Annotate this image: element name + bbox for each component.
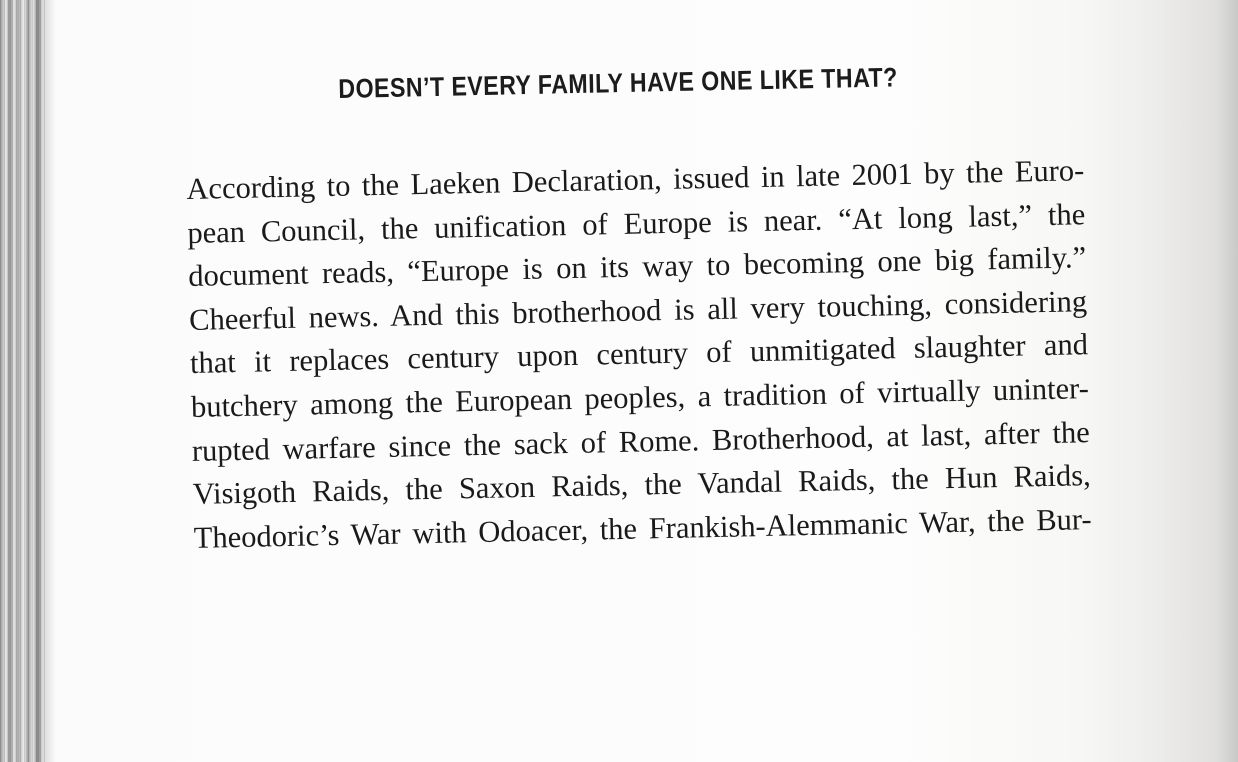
- text-line: that it replaces century upon century of unmitigated slaughter and: [189, 327, 1089, 381]
- text-line: Theodoric’s War with Odoacer, the Frankish-Alemmanic War, the Bur-: [193, 501, 1092, 555]
- text-line: pean Council, the unification of Europe is near. “At long last,” the: [186, 196, 1086, 250]
- text-line: butchery among the European peoples, a tradition of virtually uninter-: [190, 371, 1090, 424]
- body-paragraph: [186, 149, 1104, 560]
- chapter-heading: DOESN’T EVERY FAMILY HAVE ONE LIKE THAT?: [338, 62, 899, 104]
- page-edge-shadow: [1216, 0, 1238, 762]
- text-line: According to the Laeken Declaration, issued in late 2001 by the Euro-: [186, 153, 1085, 206]
- text-line: Visigoth Raids, the Saxon Raids, the Vandal Raids, the Hun Raids,: [192, 458, 1091, 512]
- text-line: document reads, “Europe is on its way to becoming one big family.”: [187, 240, 1087, 294]
- text-line: Cheerful news. And this brotherhood is all very touching, considering: [188, 283, 1088, 337]
- text-line: rupted warfare since the sack of Rome. Brotherhood, at last, after the: [191, 414, 1091, 468]
